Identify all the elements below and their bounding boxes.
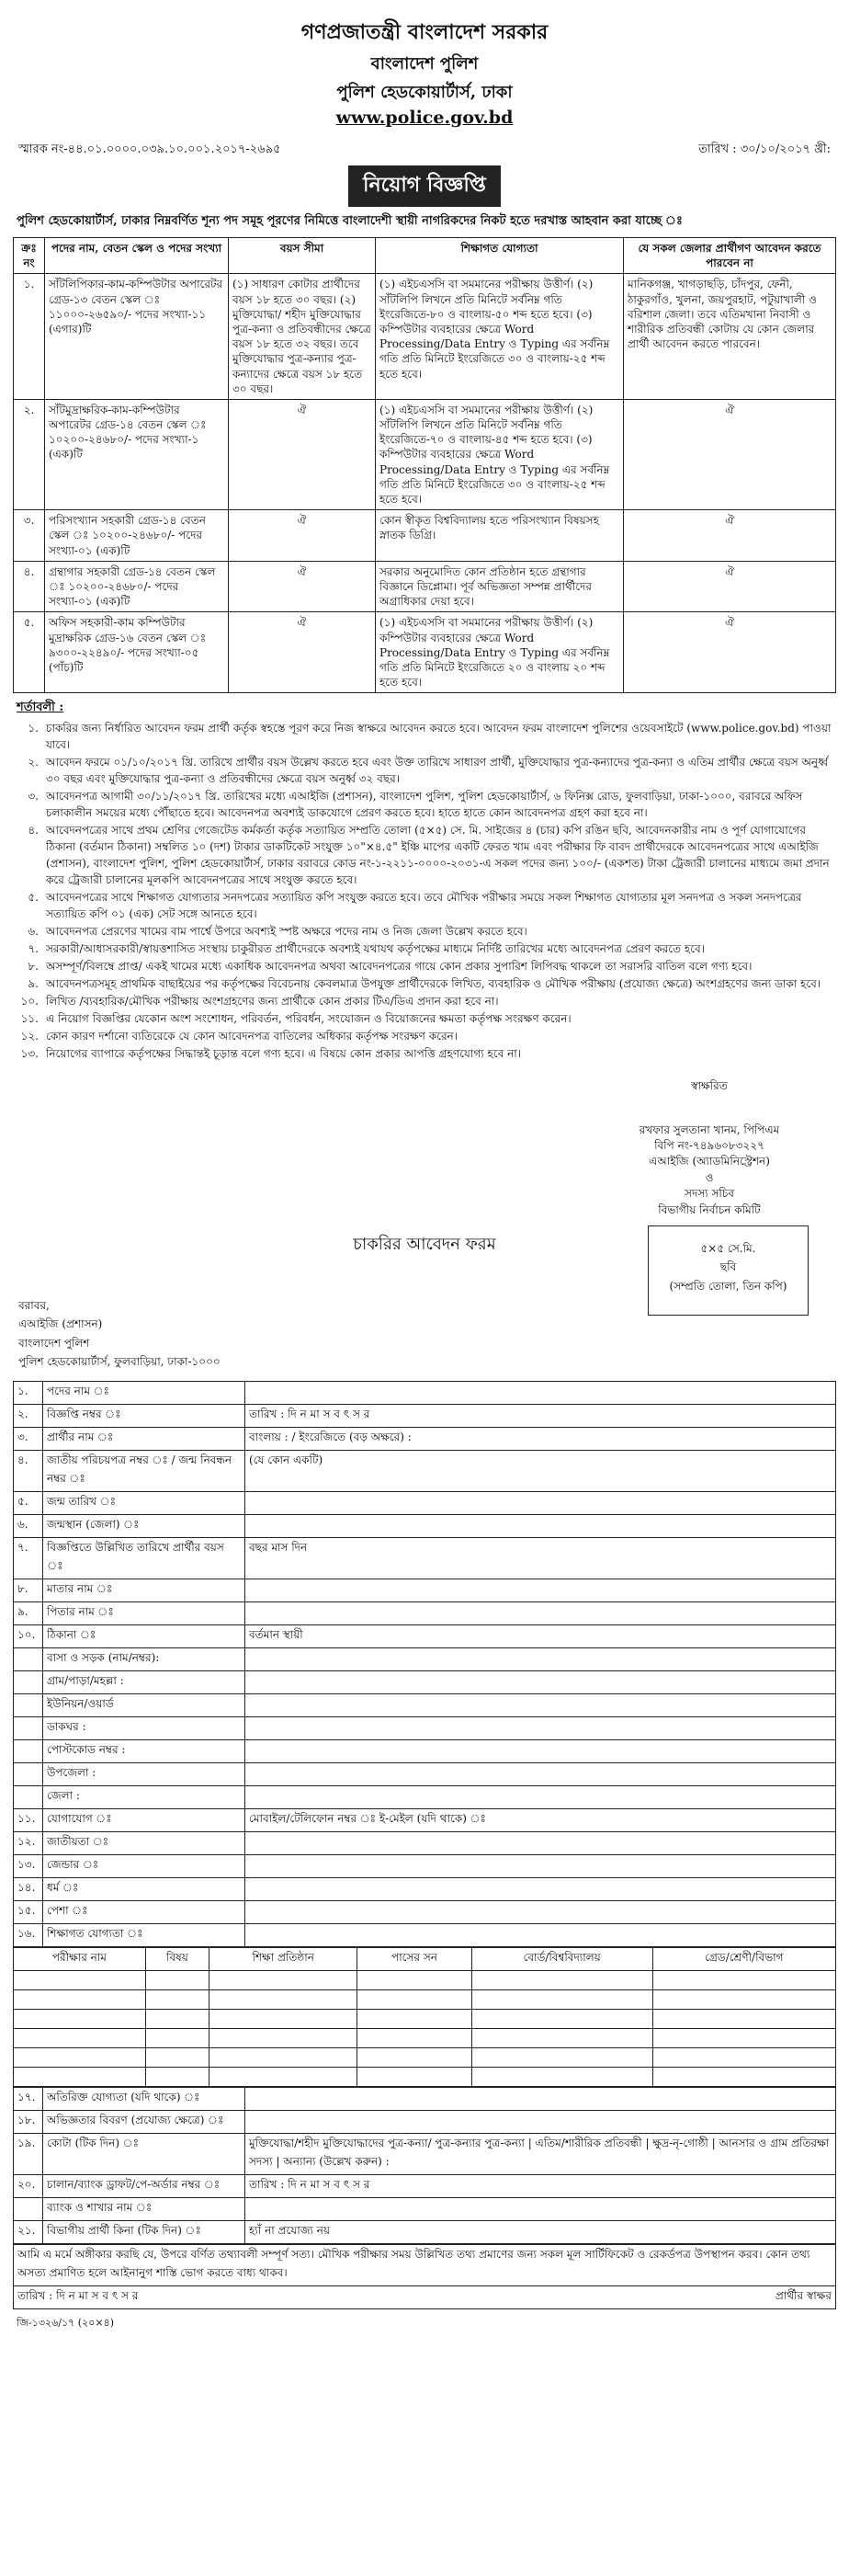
declaration-text: আমি এ মর্মে অঙ্গীকার করছি যে, উপরে বর্ণিত তথ্যাবলী সম্পূর্ণ সত্য। মৌখিক পরীক্ষার সময় উল্লিখিত তথ্য প্রমাণের জন্য সকল মূল সার্টিফিকেট ও রেকর্ডপত্র উপস্থাপন করব। কোন তথ্য অসত্য প্রমাণিত হলে আইনানুগ শাস্তি ভোগ করতে বাধ্য থাকব। (14, 2244, 836, 2285)
education-cell[interactable] (357, 1970, 471, 1989)
education-column-header: বিষয় (145, 1947, 209, 1970)
form-row (14, 1831, 836, 1854)
form-row (14, 1491, 836, 1514)
job-cell-districts: ঐ (624, 510, 836, 562)
job-cell-edu: কোন স্বীকৃত বিশ্ববিদ্যালয় হতে পরিসংখ্যান বিষয়সহ স্নাতক ডিগ্রি। (376, 510, 624, 562)
form-field-label: মাতার নাম ঃ (43, 1579, 245, 1601)
form-field-label: গ্রাম/পাড়া/মহল্লা : (43, 1670, 245, 1693)
form-row-number: ১. (14, 1381, 43, 1404)
job-cell-age: ঐ (229, 612, 376, 693)
form-row-number: ১৪. (14, 1877, 43, 1900)
education-cell[interactable] (471, 2009, 652, 2028)
condition-item (13, 940, 836, 957)
photo-label: ছবি (719, 1260, 737, 1274)
education-column-header: পাসের সন (357, 1947, 471, 1970)
form-field-input[interactable]: তারিখ : দি ন মা স ব ৎ স র (245, 2174, 836, 2197)
signatory-and: ও (705, 1170, 714, 1184)
form-row (14, 1514, 836, 1537)
form-field-input[interactable]: (যে কোন একটি) (245, 1450, 836, 1491)
form-row-number: ৫. (14, 1491, 43, 1514)
education-cell[interactable] (14, 1989, 146, 2009)
notice-date: তারিখ : ৩০/১০/২০১৭ খ্রী: (698, 142, 831, 156)
education-cell[interactable] (145, 2028, 209, 2047)
condition-text: লিখিত /ব্যবহারিক/মৌখিক পরীক্ষায় অংশগ্রহণের জন্য প্রার্থীকে কোন প্রকার টিএ/ডিএ প্রদান করা হবে না। (46, 995, 499, 1009)
form-row-number: ২. (14, 1404, 43, 1427)
form-row (14, 1923, 836, 1946)
signed-label: স্বাক্ষরিত (691, 1079, 728, 1093)
form-row-number: ১২. (14, 1831, 43, 1854)
job-cell-age: ঐ (229, 510, 376, 562)
education-column-header: গ্রেড/শ্রেণী/বিভাগ (652, 1947, 835, 1970)
education-cell[interactable] (14, 1970, 146, 1989)
addr-line: বাংলাদেশ পুলিশ (18, 1336, 90, 1350)
education-table (13, 1947, 836, 2087)
condition-item (13, 923, 836, 940)
form-row-number: ১৬. (14, 1923, 43, 1946)
form-row-number: ২০. (14, 2174, 43, 2197)
form-title: চাকরির আবেদন ফরম (353, 1234, 496, 1254)
condition-item (13, 1010, 836, 1027)
signatory-name: রখফার সুলতানা খানম, পিপিএম (639, 1123, 780, 1136)
form-row-number (14, 1693, 43, 1716)
job-cell-districts: ঐ (624, 399, 836, 509)
education-cell[interactable] (471, 1970, 652, 1989)
form-row (14, 2220, 836, 2243)
form-field-label: উপজেলা : (43, 1762, 245, 1785)
form-field-input[interactable]: হ্যাঁ না প্রযোজ্য নয় (245, 2220, 836, 2243)
education-cell[interactable] (209, 2067, 357, 2086)
form-row-number: ৮. (14, 1579, 43, 1601)
job-cell-age: ঐ (229, 561, 376, 612)
form-field-input[interactable] (245, 1854, 836, 1877)
condition-text: সরকারী/আধাসরকারী/স্বায়ত্তশাসিত সংস্থায় চাকুরীরত প্রার্থীদেরকে অবশ্যই যথাযথ কর্তৃপক্ষের মাধ্যমে নির্দিষ্ট তারিখের মধ্যে আবেদনপত্র প্রেরণ করতে হবে। (46, 942, 705, 956)
form-field-input[interactable] (245, 2197, 836, 2220)
education-cell[interactable] (652, 2067, 835, 2086)
form-field-input[interactable] (245, 1491, 836, 1514)
signatory-designation: এআইজি (অ্যাডমিনিস্ট্রেশন) (649, 1155, 770, 1168)
condition-number: ১২. (20, 1030, 39, 1043)
education-cell[interactable] (652, 1989, 835, 2009)
form-row (14, 1808, 836, 1831)
education-column-header: বোর্ড/বিশ্ববিদ্যালয় (471, 1947, 652, 1970)
job-cell-age: ঐ (229, 399, 376, 509)
education-cell[interactable] (14, 2028, 146, 2047)
condition-item (13, 958, 836, 975)
form-row (14, 2133, 836, 2174)
declaration-date-label: তারিখ : (17, 2288, 53, 2302)
form-row (14, 1716, 836, 1739)
job-cell-edu: সরকার অনুমোদিত কোন প্রতিষ্ঠান হতে গ্রন্থাগার বিজ্ঞানে ডিপ্লোমা। পূর্ব অভিজ্ঞতা সম্পন্ন প্রার্থীদের অগ্রাধিকার দেয়া হবে। (376, 561, 624, 612)
education-cell[interactable] (145, 1989, 209, 2009)
form-row (14, 1854, 836, 1877)
education-cell[interactable] (471, 2047, 652, 2067)
condition-text: আবেদনপত্রসমূহ প্রাথমিক বাছাইয়ের পর কর্তৃপক্ষের বিবেচনায় কেবলমাত্র উপযুক্ত প্রার্থীদেরকে লিখিত, ব্যবহারিক ও মৌখিক পরীক্ষায় (প্রযোজ্য ক্ষেত্রে) অংশগ্রহণের জন্য ডাকা হবে। (46, 977, 821, 991)
education-cell[interactable] (357, 2067, 471, 2086)
condition-number: ১১. (20, 1012, 39, 1026)
form-field-label: পিতার নাম ঃ (43, 1601, 245, 1624)
form-field-label: বিজ্ঞপ্তিতে উল্লিখিত তারিখে প্রার্থীর বয়স ঃ (43, 1537, 245, 1579)
education-row (14, 2067, 836, 2086)
form-field-input[interactable] (245, 1739, 836, 1762)
condition-number: ২. (28, 756, 39, 769)
application-form (13, 1381, 836, 1947)
form-row-number: ১১. (14, 1808, 43, 1831)
form-field-label: অভিজ্ঞতার বিবরণ (প্রযোজ্য ক্ষেত্রে) ঃ (43, 2110, 245, 2133)
applicant-signature: প্রার্থীর স্বাক্ষর (775, 2288, 832, 2302)
education-row (14, 1989, 836, 2009)
form-field-label: জন্ম তারিখ ঃ (43, 1491, 245, 1514)
application-form-cont (13, 2087, 836, 2244)
form-row (14, 2174, 836, 2197)
form-row-number (14, 1785, 43, 1808)
form-row-number: ৬. (14, 1514, 43, 1537)
department-name: বাংলাদেশ পুলিশ (370, 54, 479, 74)
education-cell[interactable] (209, 2009, 357, 2028)
form-row-number: ১৩. (14, 1854, 43, 1877)
education-column-header: শিক্ষা প্রতিষ্ঠান (209, 1947, 357, 1970)
condition-item (13, 720, 836, 753)
form-field-input[interactable] (245, 2110, 836, 2133)
conditions-list (13, 720, 836, 1062)
form-field-input[interactable] (245, 1716, 836, 1739)
condition-number: ৮. (28, 960, 39, 974)
education-cell[interactable] (209, 1989, 357, 2009)
photo-size: ৫×৫ সে.মি. (700, 1241, 756, 1255)
form-row-number: ১৮. (14, 2110, 43, 2133)
form-row (14, 1762, 836, 1785)
form-field-label: ডাকঘর : (43, 1716, 245, 1739)
form-row (14, 1427, 836, 1450)
signatory-bp: বিপি নং-৭৪৯৬০৮৩২২৭ (654, 1139, 764, 1153)
education-cell[interactable] (209, 1970, 357, 1989)
form-field-label: ইউনিয়ন/ওয়ার্ড (43, 1693, 245, 1716)
form-row (14, 1450, 836, 1491)
form-row-number (14, 1739, 43, 1762)
form-field-input[interactable]: মুক্তিযোদ্ধা/শহীদ মুক্তিযোদ্ধাদের পুত্র-কন্যা/ পুত্র-কন্যার পুত্র-কন্যা | এতিম/শারীরিক প্রতিবন্ধী | ক্ষুদ্র-নৃ-গোষ্ঠী | আনসার ও গ্রাম প্রতিরক্ষা সদস্য | অন্যান্য (উল্লেখ করুন) : (245, 2133, 836, 2174)
form-row (14, 1579, 836, 1601)
job-column-header: ক্রঃ নং (14, 238, 45, 274)
condition-item (13, 975, 836, 992)
job-cell-no: ৩. (14, 510, 45, 562)
form-field-label: বিভাগীয় প্রার্থী কিনা (টিক দিন) ঃ (43, 2220, 245, 2243)
form-field-label: জেলা : (43, 1785, 245, 1808)
condition-item (13, 822, 836, 888)
form-field-input[interactable] (245, 1831, 836, 1854)
condition-item (13, 993, 836, 1009)
education-cell[interactable] (357, 2009, 471, 2028)
form-field-input[interactable]: বছর মাস দিন (245, 1537, 836, 1579)
condition-text: আবেদন ফরমে ০১/১০/২০১৭ খ্রি. তারিখে প্রার্থীর বয়স উল্লেখ করতে হবে এবং উক্ত তারিখে সাধারণ প্রার্থী, মুক্তিযোদ্ধার পুত্র-কন্যাদের পুত্র-কন্যা ও এতিম প্রার্থীর ক্ষেত্রে বয়স অনুর্ধ্ব ৩০ বছর এবং মুক্তিযোদ্ধার পুত্র-কন্যা ও প্রতিবন্ধীদের ক্ষেত্রে বয়স অনুর্ধ্ব ৩২ বছর। (46, 756, 829, 786)
form-row-number: ১৫. (14, 1900, 43, 1923)
education-cell[interactable] (14, 2067, 146, 2086)
signatory-block (583, 1078, 836, 1218)
job-cell-no: ১. (14, 274, 45, 400)
form-row (14, 1381, 836, 1404)
declaration-date-field[interactable]: দি ন মা স ব ৎ স র (56, 2288, 139, 2302)
education-row (14, 1970, 836, 1989)
job-cell-districts: মানিকগঞ্জ, খাগড়াছড়ি, চাঁদপুর, ফেনী, ঠাকুরগাঁও, খুলনা, জয়পুরহাট, পটুয়াখালী ও বরিশাল জেলা। তবে এতিমখানা নিবাসী ও শারীরিক প্রতিবন্ধী কোটায় যে কোন জেলার প্রার্থী আবেদন করতে পারবেন। (624, 274, 836, 400)
job-cell-districts: ঐ (624, 561, 836, 612)
education-cell[interactable] (652, 2009, 835, 2028)
form-field-label: জেন্ডার ঃ (43, 1854, 245, 1877)
photo-box (648, 1225, 809, 1316)
education-column-header: পরীক্ষার নাম (14, 1947, 146, 1970)
form-field-label: প্রার্থীর নাম ঃ (43, 1427, 245, 1450)
condition-item (13, 889, 836, 922)
job-column-header: শিক্ষাগত যোগ্যতা (376, 238, 624, 274)
form-field-input[interactable] (245, 1514, 836, 1537)
education-cell[interactable] (209, 2047, 357, 2067)
job-row (14, 510, 836, 562)
job-cell-post: গ্রন্থাগার সহকারী গ্রেড-১৪ বেতন স্কেল ঃ ১০২০০-২৪৬৮০/- পদের সংখ্যা-০১ (এক)টি (45, 561, 229, 612)
job-column-header: বয়স সীমা (229, 238, 376, 274)
form-row-number: ১৯. (14, 2133, 43, 2174)
form-field-label: জাতীয় পরিচয়পত্র নম্বর ঃ / জন্ম নিবন্ধন নম্বর ঃ (43, 1450, 245, 1491)
condition-item (13, 788, 836, 821)
form-row (14, 1670, 836, 1693)
form-field-input[interactable]: তারিখ : দি ন মা স ব ৎ স র (245, 1404, 836, 1427)
form-row (14, 2197, 836, 2220)
form-field-label: জন্মস্থান (জেলা) ঃ (43, 1514, 245, 1537)
form-row-number: ১৭. (14, 2087, 43, 2110)
condition-number: ৩. (28, 790, 39, 804)
form-row-number (14, 1670, 43, 1693)
form-row (14, 1900, 836, 1923)
form-row-number: ৭. (14, 1537, 43, 1579)
job-cell-districts: ঐ (624, 612, 836, 693)
form-field-input[interactable] (245, 1900, 836, 1923)
education-cell[interactable] (14, 2047, 146, 2067)
form-field-label: পোস্টকোড নম্বর : (43, 1739, 245, 1762)
form-field-input[interactable]: বাংলায় : / ইংরেজিতে (বড় অক্ষরে) : (245, 1427, 836, 1450)
job-cell-edu: (১) এইচএসসি বা সমমানের পরীক্ষায় উত্তীর্ণ। (২) কম্পিউটার ব্যবহারের ক্ষেত্রে Word Processing/Data Entry ও Typing এর সর্বনিম্ন গতি প্রতি মিনিটে ইংরেজিতে ২০ ও বাংলায় ২০ শব্দ হতে হবে। (376, 612, 624, 693)
education-row (14, 2028, 836, 2047)
condition-item (13, 1045, 836, 1062)
form-field-label: বিজ্ঞপ্তি নম্বর ঃ (43, 1404, 245, 1427)
form-row (14, 1647, 836, 1670)
education-cell[interactable] (471, 1989, 652, 2009)
condition-number: ৪. (28, 824, 39, 838)
education-cell[interactable] (209, 2028, 357, 2047)
job-row (14, 399, 836, 509)
education-cell[interactable] (145, 2009, 209, 2028)
education-cell[interactable] (14, 2009, 146, 2028)
form-field-label: পেশা ঃ (43, 1900, 245, 1923)
job-row (14, 612, 836, 693)
form-field-input[interactable]: মোবাইল/টেলিফোন নম্বর ঃ ই-মেইল (যদি থাকে) ঃ (245, 1808, 836, 1831)
addr-line: বরাবর, (18, 1298, 50, 1312)
job-cell-no: ৫. (14, 612, 45, 693)
form-field-label: কোটা (টিক দিন) ঃ (43, 2133, 245, 2174)
form-row-number: ৯. (14, 1601, 43, 1624)
form-row-number: ৪. (14, 1450, 43, 1491)
form-row (14, 1785, 836, 1808)
condition-text: অসম্পূর্ণ/বিলম্বে প্রাপ্ত/ একই খামের মধ্যে একাধিক আবেদনপত্র অথবা আবেদনপত্রের গায়ে কোন প্রকার সুপারিশ লিপিবদ্ধ থাকলে তা সরাসরি বাতিল বলে গণ্য হবে। (46, 960, 753, 974)
form-row (14, 2087, 836, 2110)
education-cell[interactable] (471, 2028, 652, 2047)
education-cell[interactable] (357, 1989, 471, 2009)
form-field-label: ব্যাংক ও শাখার নাম ঃ (43, 2197, 245, 2220)
job-cell-edu: (১) এইচএসসি বা সমমানের পরীক্ষায় উত্তীর্ণ। (২) সাঁটলিপি লিখনে প্রতি মিনিটে সর্বনিম্ন গতি ইংরেজিতে-৭০ ও বাংলায়-৪৫ শব্দ হতে হবে। (৩) কম্পিউটার ব্যবহারের ক্ষেত্রে Word Processing/Data Entry ও Typing এর সর্বনিম্ন গতি প্রতি মিনিটে ইংরেজিতে ৩০ ও বাংলায়-২৫ শব্দ হতে হবে। (376, 399, 624, 509)
form-field-input[interactable] (245, 1381, 836, 1404)
form-field-input[interactable] (245, 1762, 836, 1785)
form-field-label: ধর্ম ঃ (43, 1877, 245, 1900)
photo-note: (সম্প্রতি তোলা, তিন কপি) (669, 1279, 787, 1293)
form-row-number (14, 1647, 43, 1670)
conditions-title: শর্তাবলী : (17, 701, 64, 715)
form-field-input[interactable] (245, 1670, 836, 1693)
condition-text: এ নিয়োগ বিজ্ঞপ্তির যেকোন অংশ সংশোধন, পরিবর্তন, পরিবর্ধন, সংযোজন ও বিয়োজনের ক্ষমতা কর্তৃপক্ষ সংরক্ষণ করেন। (46, 1012, 572, 1026)
education-cell[interactable] (357, 2047, 471, 2067)
condition-text: নিয়োগের ব্যাপারে কর্তৃপক্ষের সিদ্ধান্তই চূড়ান্ত বলে গণ্য হবে। এ বিষয়ে কোন প্রকার আপত্তি গ্রহণযোগ্য হবে না। (46, 1047, 522, 1061)
job-column-header: যে সকল জেলার প্রার্থীগণ আবেদন করতে পারবেন না (624, 238, 836, 274)
condition-text: আবেদনপত্র প্রেরণের খামের বাম পার্শ্বে উপরে অবশ্যই স্পষ্ট অক্ষরে পদের নাম ও নিজ জেলা উল্লেখ করতে হবে। (46, 925, 527, 939)
form-row-number (14, 2197, 43, 2220)
job-cell-age: (১) সাধারণ কোটার প্রার্থীদের বয়স ১৮ হতে ৩০ বছর। (২) মুক্তিযোদ্ধা/ শহীদ মুক্তিযোদ্ধার পুত্র-কন্যা ও প্রতিবন্ধীদের ক্ষেত্রে বয়স ১৮ হতে ৩২ বছর। তবে মুক্তিযোদ্ধার পুত্র-কন্যার পুত্র-কন্যাদের ক্ষেত্রে বয়স ১৮ হতে ৩০ বছর। (229, 274, 376, 400)
form-row (14, 1624, 836, 1647)
education-cell[interactable] (652, 1970, 835, 1989)
addr-line: এআইজি (প্রশাসন) (18, 1317, 103, 1331)
education-cell[interactable] (471, 2067, 652, 2086)
job-cell-edu: (১) এইচএসসি বা সমমানের পরীক্ষায় উত্তীর্ণ। (২) সাঁটলিপি লিখনে প্রতি মিনিটে সর্বনিম্ন গতি ইংরেজিতে-৮০ ও বাংলায়-৫০ শব্দ হতে হবে। (৩) কম্পিউটার ব্যবহারের ক্ষেত্রে Word Processing/Data Entry ও Typing এর সর্বনিম্ন গতি প্রতি মিনিটে ইংরেজিতে ৩০ ও বাংলায়-২৫ শব্দ হতে হবে। (376, 274, 624, 400)
job-row (14, 274, 836, 400)
condition-number: ৯. (28, 977, 39, 991)
education-row (14, 2047, 836, 2067)
form-field-label: জাতীয়তা ঃ (43, 1831, 245, 1854)
form-row-number: ২১. (14, 2220, 43, 2243)
form-field-label: চালান/ব্যাংক ড্রাফট/পে-অর্ডার নম্বর ঃ (43, 2174, 245, 2197)
job-cell-no: ৪. (14, 561, 45, 612)
memo-number: স্মারক নং-৪৪.০১.০০০০.০৩৯.১০.০০১.২০১৭-২৬৯৫ (18, 142, 281, 156)
job-cell-post: সাঁটমুদ্রাক্ষরিক-কাম-কম্পিউটার অপারেটর গ্রেড-১৪ বেতন স্কেল ঃ ১০২০০-২৪৬৮০/- পদের সংখ্যা-১ (এক)টি (45, 399, 229, 509)
job-cell-no: ২. (14, 399, 45, 509)
form-row-number: ৩. (14, 1427, 43, 1450)
form-row-number (14, 1762, 43, 1785)
education-cell[interactable] (145, 2067, 209, 2086)
form-field-input[interactable]: বর্তমান স্থায়ী (245, 1624, 836, 1647)
website-link[interactable]: www.police.gov.bd (335, 108, 514, 128)
office-name: পুলিশ হেডকোয়ার্টার্স, ঢাকা (336, 83, 513, 102)
condition-number: ১০. (20, 995, 39, 1009)
form-row-number: ১০. (14, 1624, 43, 1647)
job-row (14, 561, 836, 612)
form-field-label: পদের নাম ঃ (43, 1381, 245, 1404)
condition-number: ৬. (28, 925, 39, 939)
form-field-label: শিক্ষাগত যোগ্যতা ঃ (43, 1923, 245, 1946)
education-cell[interactable] (145, 2047, 209, 2067)
form-row (14, 1739, 836, 1762)
condition-number: ৫. (28, 891, 39, 905)
education-cell[interactable] (145, 1970, 209, 1989)
job-cell-post: পরিসংখ্যান সহকারী গ্রেড-১৪ বেতন স্কেল ঃ ১০২০০-২৪৬৮০/- পদের সংখ্যা-০১ (এক)টি (45, 510, 229, 562)
job-column-header: পদের নাম, বেতন স্কেল ও পদের সংখ্যা (45, 238, 229, 274)
condition-text: চাকরির জন্য নির্ধারিত আবেদন ফরম প্রার্থী কর্তৃক স্বহস্তে পূরণ করে নিজ স্বাক্ষরে আবেদন করতে হবে। আবেদন ফরম বাংলাদেশ পুলিশের ওয়েবসাইটে (www.police.gov.bd) পাওয়া যাবে। (46, 722, 832, 752)
form-field-input[interactable] (245, 1923, 836, 1946)
form-field-label: অতিরিক্ত যোগ্যতা (যদি থাকে) ঃ (43, 2087, 245, 2110)
condition-number: ১৩. (20, 1047, 39, 1061)
condition-item (13, 1028, 836, 1044)
job-table (13, 237, 836, 693)
government-title: গণপ্রজাতন্ত্রী বাংলাদেশ সরকার (300, 20, 549, 44)
education-cell[interactable] (652, 2028, 835, 2047)
form-field-input[interactable] (245, 1693, 836, 1716)
form-row (14, 1601, 836, 1624)
signatory-role: সদস্য সচিব (685, 1187, 734, 1201)
form-field-input[interactable] (245, 1601, 836, 1624)
addr-line: পুলিশ হেডকোয়ার্টার্স, ফুলবাড়িয়া, ঢাকা-১০০০ (18, 1355, 221, 1369)
form-field-input[interactable] (245, 1579, 836, 1601)
condition-text: আবেদনপত্রের সাথে শিক্ষাগত যোগ্যতার সনদপত্রের সত্যায়িত কপি সংযুক্ত করতে হবে। তবে মৌখিক পরীক্ষার সময়ে সকল শিক্ষাগত যোগ্যতার মূল সনদপত্র ও সকল সনদপত্রের সত্যায়িত কপি ০১ (এক) সেট সঙ্গে আনতে হবে। (46, 891, 802, 921)
top-margin (13, 0, 836, 13)
education-cell[interactable] (357, 2028, 471, 2047)
form-field-input[interactable] (245, 1877, 836, 1900)
notice-title: নিয়োগ বিজ্ঞপ্তি (348, 165, 501, 207)
form-row-number (14, 1716, 43, 1739)
condition-text: আবেদনপত্র আগামী ৩০/১১/২০১৭ খ্রি. তারিখের মধ্যে এআইজি (প্রশাসন), বাংলাদেশ পুলিশ, পুলিশ হেডকোয়ার্টার্স, ৬ ফিনিক্স রোড, ফুলবাড়িয়া, ঢাকা-১০০০, বরাবরে অফিস চলাকালীন সময়ের মধ্যে পৌঁছাতে হবে। আবেদনপত্র অবশ্যই ডাকযোগে প্রেরণ করতে হবে। হাতে হাতে কোন আবেদনপত্র গ্রহণ করা হবে না। (46, 790, 803, 820)
condition-item (13, 754, 836, 787)
form-field-label: বাসা ও সড়ক (নাম/নম্বর): (43, 1647, 245, 1670)
form-field-input[interactable] (245, 2087, 836, 2110)
declaration-table (13, 2244, 836, 2309)
form-field-input[interactable] (245, 1785, 836, 1808)
job-cell-post: সাঁটলিপিকার-কাম-কম্পিউটার অপারেটর গ্রেড-১৩ বেতন স্কেল ঃ ১১০০০-২৬৫৯০/- পদের সংখ্যা-১১ (এগার)টি (45, 274, 229, 400)
form-row (14, 2110, 836, 2133)
education-cell[interactable] (652, 2047, 835, 2067)
form-row (14, 1877, 836, 1900)
condition-number: ১. (28, 722, 39, 735)
condition-text: আবেদনপত্রের সাথে প্রথম শ্রেণির গেজেটেড কর্মকর্তা কর্তৃক সত্যায়িত সম্প্রতি তোলা (৫×৫) সে. মি. সাইজের ৪ (চার) কপি রঙিন ছবি, আবেদনকারীর নাম ও পূর্ণ যোগাযোগের ঠিকানা (বর্তমান ঠিকানা) সম্বলিত ১০ (দশ) টাকার ডাকটিকেট সংযুক্ত ১০"×৪.৫" ইঞ্চি মাপের একটি ফেরত খাম এবং পরীক্ষার ফি বাবদ প্রার্থীদেরকে আবেদনপত্রের সাথে এআইজি (প্রশাসন), বাংলাদেশ পুলিশ, পুলিশ হেডকোয়ার্টার্স, ঢাকার বরাবরে কোড নং-১-২২১১-০০০০-২০৩১-এ সকল পদের জন্য ১০০/- (একশত) টাকা ট্রেজারী চালানের মাধ্যমে জমা প্রদান করে ট্রেজারী চালানের মূলকপি আবেদনপত্রের সাথে সংযুক্ত করতে হবে। (46, 824, 830, 887)
job-cell-post: অফিস সহকারী-কাম কম্পিউটার মুদ্রাক্ষরিক গ্রেড-১৬ বেতন স্কেল ঃ ৯৩০০-২২৪৯০/- পদের সংখ্যা-০৫ (পাঁচ)টি (45, 612, 229, 693)
form-field-input[interactable] (245, 1647, 836, 1670)
form-row (14, 1693, 836, 1716)
condition-number: ৭. (28, 942, 39, 956)
form-row (14, 1537, 836, 1579)
signatory-committee: বিভাগীয় নির্বাচন কমিটি (658, 1203, 761, 1216)
education-row (14, 2009, 836, 2028)
form-field-label: যোগাযোগ ঃ (43, 1808, 245, 1831)
form-field-label: ঠিকানা ঃ (43, 1624, 245, 1647)
print-code: জি-১৩২৬/১৭ (২০×৪) (17, 2316, 115, 2329)
condition-text: কোন কারণ দর্শানো ব্যতিরেকে যে কোন আবেদনপত্র বাতিলের অধিকার কর্তৃপক্ষ সংরক্ষণ করেন। (46, 1030, 458, 1043)
notice-intro: পুলিশ হেডকোয়ার্টার্স, ঢাকার নিম্নবর্ণিত শূন্য পদ সমূহ পূরণের নিমিত্তে বাংলাদেশী স্থায়ী নাগরিকদের নিকট হতে দরখাস্ত আহবান করা যাচ্ছে ঃ (17, 214, 683, 228)
form-row (14, 1404, 836, 1427)
